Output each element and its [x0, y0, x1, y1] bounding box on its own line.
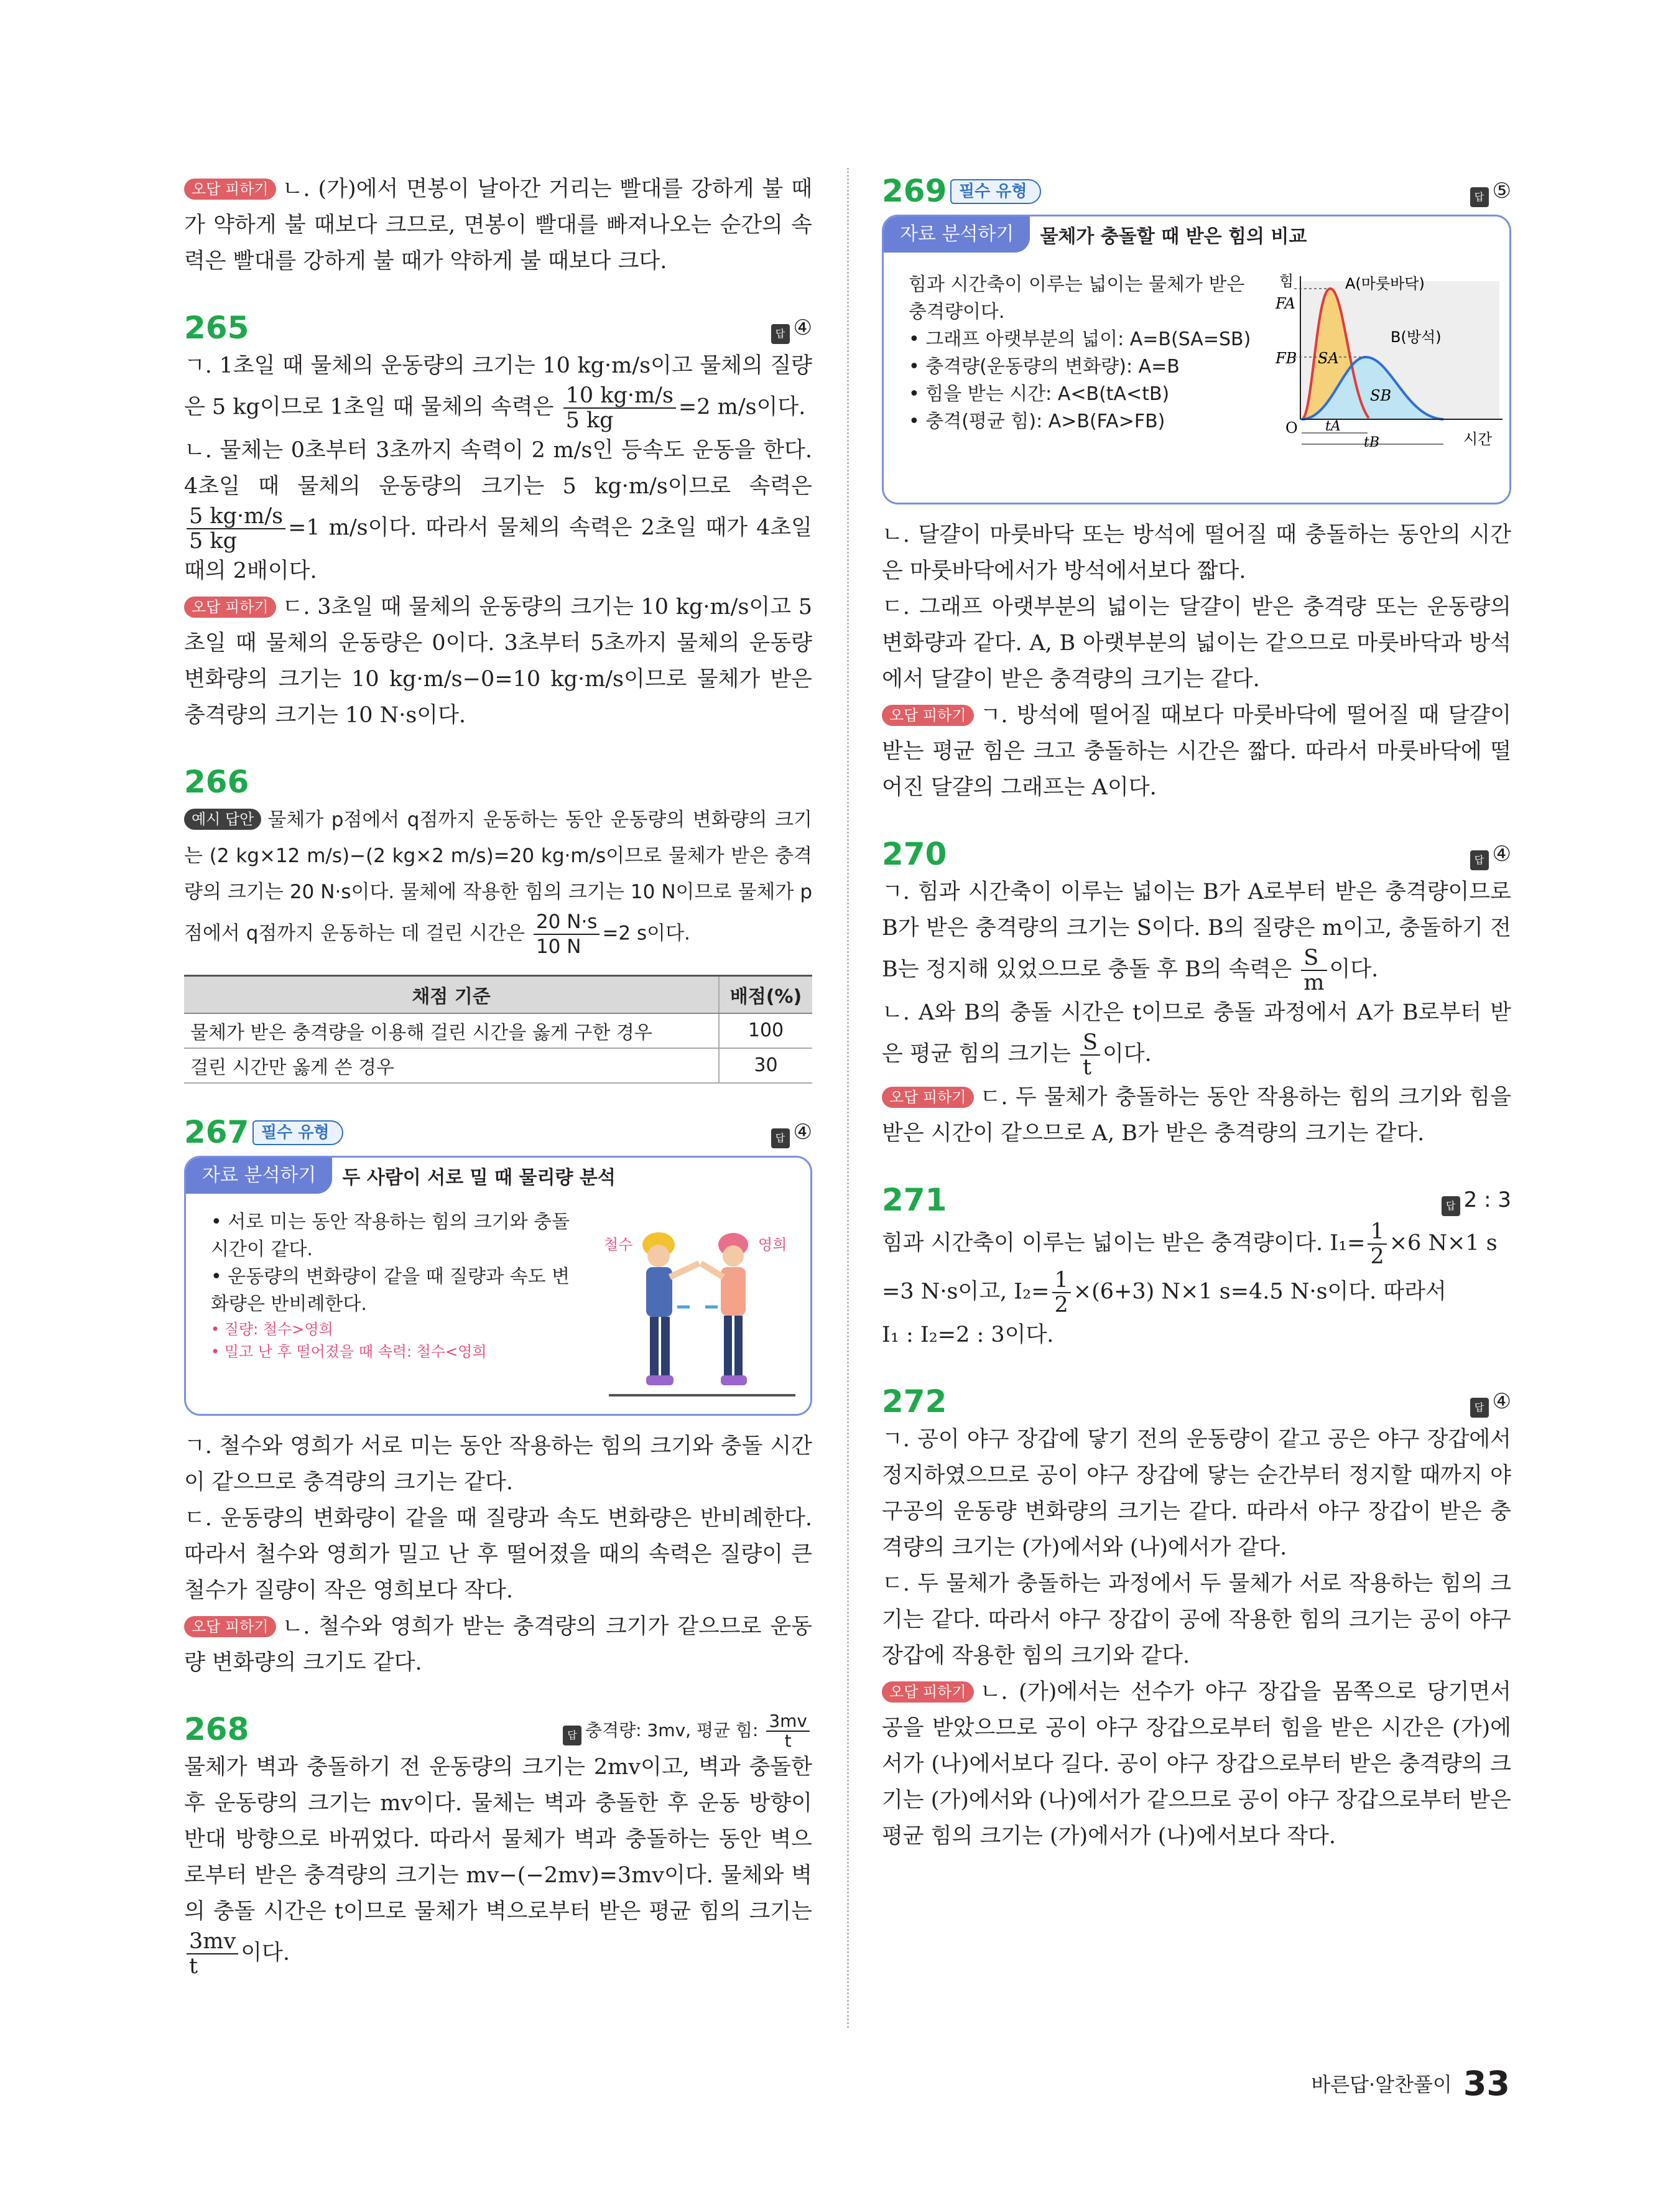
tb-label: tB — [1364, 435, 1380, 450]
fraction: $\frac{10 kg\cdot m/s}{5 kg}$ — [563, 384, 676, 432]
right-column — [882, 171, 1511, 1854]
box-title: 두 사람이 서로 밀 때 물리량 분석 — [342, 1166, 616, 1189]
avoid-tag: 오답 피하기 — [184, 1616, 276, 1637]
q265-line2: ㄴ. 물체는 0초부터 3초까지 속력이 2 m/s인 등속도 운동을 한다. 4초일 때 물체의 운동량의 크기는 5 kg·m/s이므로 속력은 $\frac{5 kg\cdot m/s}{5 kg}$ =1 m/s이다. 따라서 물체의 속력은 2초일 때가 4초일 때의 2배이다. — [184, 438, 812, 583]
required-badge: 필수 유형 — [252, 1120, 343, 1145]
q268-answer: 답 충격량: 3mv, 평균 힘: $\frac{3mv}{t}$ — [563, 1712, 812, 1750]
q268-header — [184, 1709, 812, 1749]
q272-p3: 오답 피하기 ㄴ. (가)에서는 선수가 야구 장갑을 몸쪽으로 당기면서 공을 받았으므로 공이 야구 장갑으로부터 힘을 받은 시간은 (가)에서가 (나)에서보다 길다. 공이 야구 장갑으로부터 받은 충격량의 크기는 (가)에서와 (나)에서가 같으므로 공이 야구 장갑으로부터 받은 평균 힘의 크기는 (가)에서가 (나)에서보다 작다. — [882, 1680, 1511, 1849]
label-cheolsu: 철수 — [604, 1235, 633, 1253]
note: • 밀고 난 후 떨어졌을 때 속력: 철수<영희 — [211, 1342, 487, 1360]
grading-table — [184, 975, 812, 1084]
q269-p2: ㄷ. 그래프 아랫부분의 넓이는 달걀이 받은 충격량 또는 운동량의 변화량과 같다. A, B 아랫부분의 넓이는 같으므로 마룻바닥과 방석에서 달걀이 받은 충격량의 크기는 같다. — [882, 595, 1511, 692]
left-column — [184, 171, 812, 1978]
fraction: $\frac{1}{2}$ — [1368, 1220, 1386, 1268]
page-footer — [1311, 2064, 1510, 2103]
q271-p3: I₁ : I₂=2 : 3이다. — [882, 1322, 1054, 1347]
q272-p2: ㄷ. 두 물체가 충돌하는 과정에서 두 물체가 서로 작용하는 힘의 크기는 같다. 따라서 야구 장갑이 공에 작용한 힘의 크기는 공이 야구 장갑에 작용한 힘의 크기와 같다. — [882, 1571, 1511, 1668]
q266-answer-text: 예시 답안 물체가 p점에서 q점까지 운동하는 동안 운동량의 변화량의 크기는 (2 kg×12 m/s)−(2 kg×2 m/s)=20 kg·m/s이므로 물체가 받은 충격량의 크기는 20 N·s이다. 물체에 작용한 힘의 크기는 10 N이므로 물체가 p점에서 q점까지 운동하는 데 걸린 시간은 $\frac{20 N\cdot s}{10 N}$ =2 s이다. — [184, 809, 812, 958]
avoid-tag: 오답 피하기 — [184, 597, 276, 618]
fraction: $\frac{5 kg\cdot m/s}{5 kg}$ — [187, 504, 285, 553]
q271-answer: 답 2 : 3 — [1442, 1187, 1511, 1216]
q268-p1: 물체가 벽과 충돌하기 전 운동량의 크기는 2mv이고, 벽과 충돌한 후 운동량의 크기는 mv이다. 물체는 벽과 충돌한 후 운동 방향이 반대 방향으로 바뀌었다. 따라서 물체가 벽과 충돌하는 동안 벽으로부터 받은 충격량의 크기는 mv−(−2mv)=3mv이다. 물체와 벽의 충돌 시간은 t이므로 물체가 벽으로부터 받은 평균 힘의 크기는 $\frac{3mv}{t}$ 이다. — [184, 1754, 812, 1979]
answer-icon: 답 — [1470, 1398, 1489, 1418]
q271-p1: 힘과 시간축이 이루는 넓이는 받은 충격량이다. I₁= $\frac{1}{2}$ ×6 N×1 s — [882, 1219, 1498, 1269]
bullet: • 충격량(운동량의 변화량): A=B — [909, 356, 1180, 378]
x-axis-label: 시간 — [1463, 430, 1493, 448]
q269-p1: ㄴ. 달걀이 마룻바닥 또는 방석에 떨어질 때 충돌하는 동안의 시간은 마룻바닥에서가 방석에서보다 짧다. — [882, 523, 1511, 583]
analysis-tag: 자료 분석하기 — [186, 1158, 332, 1194]
q267-p3: 오답 피하기 ㄴ. 철수와 영희가 받는 충격량의 크기가 같으므로 운동량 변화량의 크기도 같다. — [184, 1614, 812, 1675]
q272-number: 272 — [882, 1383, 947, 1420]
analysis-tag: 자료 분석하기 — [884, 216, 1030, 253]
q267-header — [184, 1112, 812, 1152]
q267-analysis-box — [184, 1156, 812, 1416]
footer-text: 바른답·알찬풀이 — [1311, 2073, 1452, 2096]
fraction: $\frac{S}{m}$ — [1301, 946, 1327, 995]
force-time-graph — [1257, 270, 1506, 450]
q269-p3: 오답 피하기 ㄱ. 방석에 떨어질 때보다 마룻바닥에 떨어질 때 달걀이 받는 평균 힘은 크고 충돌하는 시간은 짧다. 따라서 마룻바닥에 떨어진 달걀의 그래프는 A이다. — [882, 703, 1511, 800]
avoid-tag: 오답 피하기 — [882, 705, 974, 726]
fraction: $\frac{S}{t}$ — [1080, 1031, 1100, 1079]
q268-number: 268 — [184, 1711, 249, 1747]
q270-header — [882, 834, 1511, 874]
answer-icon: 답 — [771, 1128, 790, 1148]
q266-header — [184, 762, 812, 802]
bullet: • 그래프 아랫부분의 넓이: A=B(SA=SB) — [909, 328, 1251, 350]
q271-p2: =3 N·s이고, I₂= $\frac{1}{2}$ ×(6+3) N×1 s=4.5 N·s이다. 따라서 — [882, 1268, 1447, 1317]
bullet: • 서로 미는 동안 작용하는 힘의 크기와 충돌 시간이 같다. — [211, 1211, 570, 1260]
q272-header — [882, 1382, 1511, 1421]
bullet: • 충격(평균 힘): A>B(FA>FB) — [909, 411, 1165, 432]
q267-p2: ㄷ. 운동량의 변화량이 같을 때 질량과 속도 변화량은 반비례한다. 따라서 철수와 영희가 밀고 난 후 떨어졌을 때의 속력은 질량이 큰 철수가 질량이 작은 영희보다 작다. — [184, 1505, 812, 1603]
fb-label: FB — [1276, 350, 1297, 367]
q270-p2: ㄴ. A와 B의 충돌 시간은 t이므로 충돌 과정에서 A가 B로부터 받은 평균 힘의 크기는 $\frac{S}{t}$ 이다. — [882, 1000, 1511, 1080]
curve-b-label: B(방석) — [1391, 328, 1442, 346]
answer-icon: 답 — [771, 324, 790, 344]
box-title: 물체가 충돌할 때 받은 힘의 비교 — [1040, 226, 1307, 248]
avoid-tag: 오답 피하기 — [882, 1087, 974, 1108]
avoid-tag: 오답 피하기 — [882, 1681, 974, 1703]
q267-p1: ㄱ. 철수와 영희가 서로 미는 동안 작용하는 힘의 크기와 충돌 시간이 같으므로 충격량의 크기는 같다. — [184, 1433, 812, 1495]
q265-header — [184, 308, 812, 348]
fraction: $\frac{3mv}{t}$ — [187, 1930, 238, 1978]
q267-answer: 답 ④ — [771, 1120, 812, 1148]
q265-number: 265 — [184, 310, 249, 346]
q272-answer: 답 ④ — [1470, 1389, 1511, 1418]
q269-header — [882, 171, 1511, 211]
label-younghee: 영희 — [758, 1235, 787, 1253]
table-row: 물체가 받은 충격량을 이용해 걸린 시간을 옳게 구한 경우 100 — [184, 1013, 812, 1048]
ta-label: tA — [1325, 419, 1341, 434]
q270-p1: ㄱ. 힘과 시간축이 이루는 넓이는 B가 A로부터 받은 충격량이므로 B가 받은 충격량의 크기는 S이다. B의 질량은 m이고, 충돌하기 전 B는 정지해 있었으므로 충돌 후 B의 속력은 $\frac{S}{m}$ 이다. — [882, 880, 1511, 995]
bullet: • 운동량의 변화량이 같을 때 질량과 속도 변화량은 반비례한다. — [211, 1265, 570, 1315]
required-badge: 필수 유형 — [950, 179, 1041, 204]
q265-line1: ㄱ. 1초일 때 물체의 운동량의 크기는 10 kg·m/s이고 물체의 질량은 5 kg이므로 1초일 때 물체의 속력은 $\frac{10 kg\cdot m/s}{5 kg}$ =2 m/s이다. — [184, 353, 812, 433]
q269-number: 269 — [882, 173, 947, 209]
q269-analysis-box — [882, 215, 1511, 504]
q270-number: 270 — [882, 836, 947, 872]
intro: 힘과 시간축이 이루는 넓이는 물체가 받은 충격량이다. — [909, 274, 1245, 323]
fraction: $\frac{1}{2}$ — [1052, 1268, 1071, 1317]
sa-label: SA — [1318, 350, 1339, 367]
q265-answer: 답 ④ — [771, 315, 812, 344]
page-number: 33 — [1463, 2064, 1510, 2103]
q265-line3: 오답 피하기 ㄷ. 3초일 때 물체의 운동량의 크기는 10 kg·m/s이고 5초일 때 물체의 운동량은 0이다. 3초부터 5초까지 물체의 운동량 변화량의 크기는 10 kg·m/s−0=10 kg·m/s이므로 물체가 받은 충격량의 크기는 10 N·s이다. — [184, 595, 812, 728]
q272-p1: ㄱ. 공이 야구 장갑에 닿기 전의 운동량이 같고 공은 야구 장갑에서 정지하였으므로 공이 야구 장갑에 닿는 순간부터 정지할 때까지 야구공의 운동량 변화량의 크기는 같다. 따라서 야구 장갑이 받은 충격량의 크기는 (가)에서와 (나)에서가 같다. — [882, 1427, 1511, 1560]
answer-icon: 답 — [1442, 1196, 1460, 1216]
answer-icon: 답 — [563, 1726, 581, 1745]
q266-number: 266 — [184, 764, 249, 800]
q267-number: 267 — [184, 1113, 249, 1150]
q270-answer: 답 ④ — [1470, 842, 1511, 870]
q271-number: 271 — [882, 1182, 947, 1218]
table-row: 걸린 시간만 옳게 쓴 경우 30 — [184, 1048, 812, 1083]
answer-icon: 답 — [1470, 187, 1489, 207]
table-header: 채점 기준 — [184, 976, 719, 1013]
answer-icon: 답 — [1470, 850, 1489, 870]
bullet: • 힘을 받는 시간: A<B(tA<tB) — [909, 383, 1170, 405]
column-divider — [847, 168, 849, 2028]
q270-p3: 오답 피하기 ㄷ. 두 물체가 충돌하는 동안 작용하는 힘의 크기와 힘을 받은 시간이 같으므로 A, B가 받은 충격량의 크기는 같다. — [882, 1085, 1511, 1146]
origin-label: O — [1285, 419, 1298, 437]
q269-answer: 답 ⑤ — [1470, 179, 1511, 207]
skaters-illustration — [596, 1220, 802, 1406]
q271-header — [882, 1180, 1511, 1220]
fraction: $\frac{20 N\cdot s}{10 N}$ — [534, 910, 600, 959]
y-axis-label: 힘 — [1279, 272, 1294, 290]
curve-a-label: A(마룻바닥) — [1345, 275, 1425, 292]
avoid-tag: 오답 피하기 — [184, 179, 276, 200]
sb-label: SB — [1370, 387, 1392, 404]
fa-label: FA — [1276, 295, 1295, 312]
top-avoid-paragraph: 오답 피하기 ㄴ. (가)에서 면봉이 날아간 거리는 빨대를 강하게 불 때가 약하게 불 때보다 크므로, 면봉이 빨대를 빠져나오는 순간의 속력은 빨대를 강하게 불 때가 약하게 불 때보다 크다. — [184, 177, 812, 274]
table-header: 배점(%) — [719, 976, 812, 1013]
example-tag: 예시 답안 — [184, 809, 261, 830]
note: • 질량: 철수>영희 — [211, 1320, 333, 1338]
